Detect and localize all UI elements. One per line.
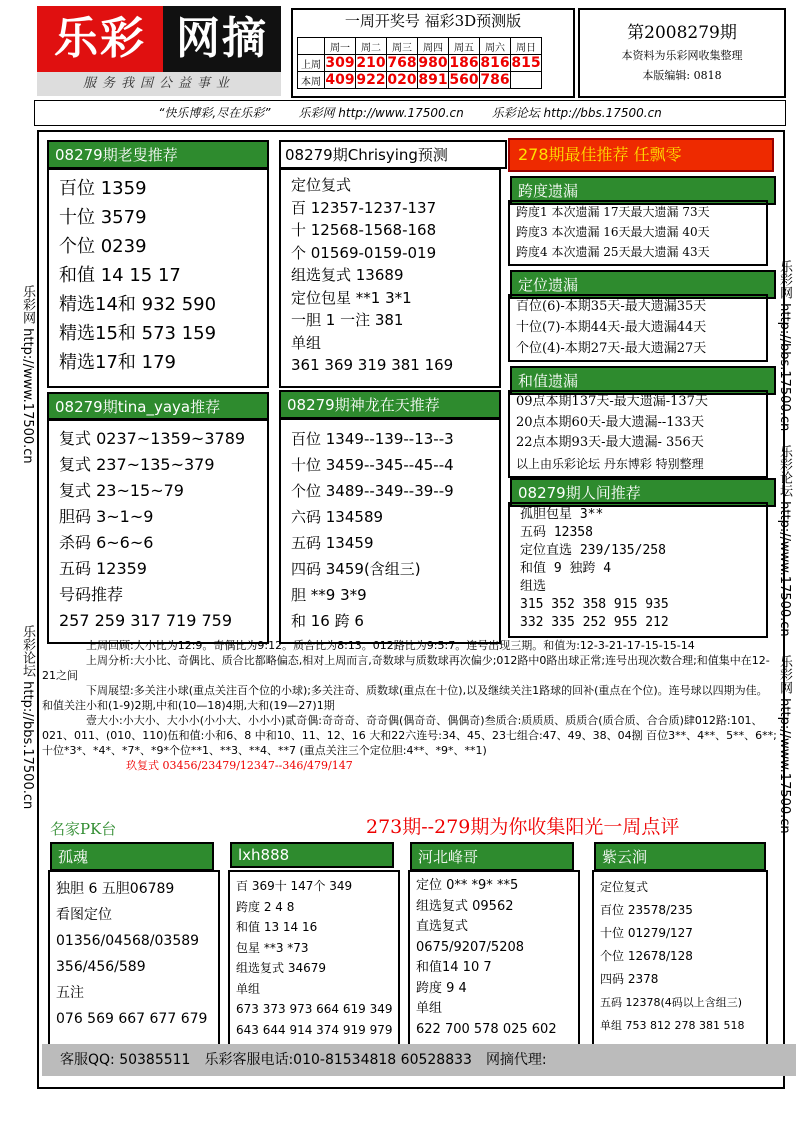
laosou-line: 十位 3579 [59, 207, 147, 228]
laosou-line: 百位 1359 [59, 178, 147, 199]
footer-qq: 客服QQ: 50385511 [60, 1052, 191, 1068]
span-line: 跨度3 本次遗漏 16天最大遗漏 40天 [516, 225, 710, 239]
pk-line: 跨度 9 4 [416, 980, 467, 996]
shenlong-box [279, 418, 501, 644]
chrisying-line: 十 12568-1568-168 [291, 221, 437, 239]
slogan-bar [34, 100, 786, 126]
pk-headline: 273期--279期为你收集阳光一周点评 [366, 816, 680, 838]
tina-line: 复式 0237~1359~3789 [59, 429, 246, 448]
chrisying-line: 单组 [291, 333, 322, 352]
tina-line: 号码推荐 [59, 585, 124, 604]
footer-agent: 网摘代理: [485, 1052, 547, 1068]
renjian-title: 08279期人间推荐 [510, 478, 776, 507]
issue-box [578, 8, 786, 98]
pk-line: 四码 2378 [600, 972, 659, 986]
pk-col-box [228, 870, 400, 1048]
renjian-line: 和值 9 独跨 4 [520, 561, 612, 576]
analysis-detail: 上周分析:大小比、奇偶比、质合比都略偏态,相对上周而言,奇数球与质数球再次偏少;012路中0路出球正常;连号出现次数合理;和值集中在12-21之间 [42, 654, 770, 682]
side-text-left-1: 乐彩网 http://www.17500.cn [20, 285, 35, 464]
laosou-box [47, 168, 269, 388]
draw-number: 786 [480, 72, 510, 88]
pk-line: 和值14 10 7 [416, 960, 492, 975]
chrisying-line: 定位包星 **1 3*1 [291, 288, 412, 307]
pk-line: 看图定位 [56, 907, 112, 923]
pk-col-box [592, 870, 768, 1048]
pk-col-box [48, 870, 220, 1048]
pk-line: 622 700 578 025 602 [416, 1021, 557, 1037]
span-line: 跨度1 本次遗漏 17天最大遗漏 73天 [516, 205, 710, 219]
pos-line: 百位(6)-本期35天-最大遗漏35天 [516, 299, 707, 314]
span-box [508, 200, 768, 266]
draw-number: 409 [325, 72, 355, 88]
logo-part-2: 网摘 [163, 6, 281, 72]
chrisying-line: 个 01569-0159-019 [291, 243, 437, 262]
bar-forum-link[interactable]: 乐彩论坛 http://bbs.17500.cn [491, 106, 662, 120]
day-header: 周五 [449, 38, 480, 55]
analysis-compound: 玖复式 03456/23479/12347--346/479/147 [126, 759, 353, 772]
pk-line: 0675/9207/5208 [416, 939, 525, 955]
shenlong-line: 个位 3489--349--39--9 [291, 482, 454, 500]
footer-bar [42, 1044, 796, 1076]
pk-col-title: 河北峰哥 [410, 842, 574, 871]
shenlong-title: 08279期神龙在天推荐 [279, 390, 501, 419]
draw-number: 768 [387, 55, 417, 71]
analysis-review: 上周回顾:大小比为12:9。奇偶比为9:12。质合比为8:13。012路比为9:5:7。连号出现三期。和值为:12-3-21-17-15-15-14 [86, 639, 695, 652]
day-header: 周日 [511, 38, 542, 55]
tina-title: 08279期tina_yaya推荐 [47, 392, 269, 421]
pk-line: 跨度 2 4 8 [236, 899, 295, 914]
pk-line: 直选复式 [416, 919, 469, 934]
span-line: 跨度4 本次遗漏 25天最大遗漏 43天 [516, 245, 710, 259]
shenlong-line: 四码 3459(含组三) [291, 560, 421, 578]
pk-line: 356/456/589 [56, 959, 146, 975]
pk-col-title: 孤魂 [50, 842, 214, 871]
pk-line: 组选复式 34679 [236, 961, 326, 975]
renjian-line: 332 335 252 955 212 [520, 615, 669, 630]
shenlong-line: 百位 1349--139--13--3 [291, 430, 454, 448]
pk-line: 百 369十 147个 349 [236, 879, 353, 893]
sum-credit: 以上由乐彩论坛 丹东博彩 特别整理 [516, 456, 704, 471]
draw-number: 186 [449, 55, 479, 71]
analysis-section [42, 638, 778, 773]
bar-slogan: “快乐博彩,尽在乐彩” [158, 106, 271, 120]
side-text-left-2: 乐彩论坛 http://bbs.17500.cn [20, 625, 35, 810]
draw-table [297, 37, 542, 89]
draw-number: 816 [480, 55, 510, 71]
logo [37, 6, 281, 72]
tina-line: 五码 12359 [59, 559, 147, 578]
analysis-outlook: 下周展望:多关注小球(重点关注百个位的小球);多关注奇、质数球(重点在十位),以及继续关注1路球的回补(重点在个位)。连号球以四期为佳。和值关注小和(1-9)2期,中和(10—18)4期,大和(19—27)1期 [42, 684, 768, 712]
pos-line: 十位(7)-本期44天-最大遗漏44天 [516, 320, 707, 335]
sum-line: 20点本期60天-最大遗漏--133天 [516, 414, 705, 430]
pk-line: 个位 12678/128 [600, 949, 693, 963]
laosou-title: 08279期老叟推荐 [47, 140, 269, 169]
pk-line: 单组 [236, 981, 261, 996]
span-title: 跨度遗漏 [510, 176, 776, 205]
pk-line: 五注 [56, 985, 84, 1001]
pos-title: 定位遗漏 [510, 270, 776, 299]
laosou-line: 和值 14 15 17 [59, 265, 181, 286]
draw-number: 560 [449, 72, 479, 88]
shenlong-line: 六码 134589 [291, 508, 384, 526]
sum-line: 09点本期137天-最大遗漏-137天 [516, 394, 708, 409]
draw-number: 891 [418, 72, 448, 88]
row-label: 上周 [298, 55, 325, 72]
day-header: 周四 [418, 38, 449, 55]
issue-editor: 本版编辑: 0818 [642, 69, 722, 82]
laosou-line: 精选14和 932 590 [59, 294, 217, 315]
renjian-line: 孤胆包星 3** [520, 507, 604, 522]
sum-title: 和值遗漏 [510, 366, 776, 395]
pos-box [508, 294, 768, 362]
chrisying-line: 定位复式 [291, 176, 352, 194]
pk-line: 组选复式 09562 [416, 898, 514, 914]
tina-line: 胆码 3~1~9 [59, 507, 154, 526]
pk-label: 名家PK台 [50, 820, 117, 838]
pk-line: 643 644 914 374 919 979 [236, 1022, 393, 1037]
draw-number: 210 [356, 55, 386, 71]
tina-line: 复式 23~15~79 [59, 481, 184, 500]
pk-col-box [408, 870, 580, 1048]
day-header: 周三 [387, 38, 418, 55]
footer-phone: 乐彩客服电话:010-81534818 60528833 [204, 1052, 472, 1068]
shenlong-line: 和 16 跨 6 [291, 612, 364, 630]
pk-line: 独胆 6 五胆06789 [56, 881, 175, 897]
pk-line: 01356/04568/03589 [56, 933, 200, 949]
shenlong-line: 胆 **9 3*9 [291, 586, 367, 604]
renjian-line: 组选 [520, 579, 547, 594]
chrisying-line: 一胆 1 一注 381 [291, 311, 404, 329]
chrisying-line: 361 369 319 381 169 [291, 356, 454, 374]
issue-title: 第2008279期 [627, 23, 737, 43]
pk-line: 百位 23578/235 [600, 903, 693, 917]
chrisying-box [279, 168, 501, 388]
draw-title: 一周开奖号 福彩3D预测版 [344, 12, 522, 30]
draw-number: 309 [325, 55, 355, 71]
logo-part-1: 乐彩 [37, 6, 163, 72]
tina-box [47, 418, 269, 644]
pk-line: 076 569 667 677 679 [56, 1011, 208, 1027]
shenlong-line: 五码 13459 [291, 534, 374, 552]
analysis-picks: 壹大小:小大小、大小小(小小大、小小小)贰奇偶:奇奇奇、奇奇偶(偶奇奇、偶偶奇)叁质合:质质质、质质合(质合质、合合质)肆012路:101、021、011、(010、110)伍和值:小和6、8 中和10、11、12、16 大和22六连号:34、45、23七组合:47、49、38、04捌 百位3**、4**、5**、6**;十位*3*、*4*、*7*、*9*个位**1、**3、**4、**7 (重点关注三个定位胆:4**、*9*、**1) [42, 714, 777, 757]
row-label: 本周 [298, 72, 325, 89]
tina-line: 257 259 317 719 759 [59, 611, 233, 630]
pos-line: 个位(4)-本期27天-最大遗漏27天 [516, 341, 707, 356]
renjian-line: 定位直选 239/135/258 [520, 543, 666, 558]
draw-number: 980 [418, 55, 448, 71]
draw-number: 815 [511, 55, 541, 71]
chrisying-line: 组选复式 13689 [291, 266, 404, 284]
sum-line: 22点本期93天-最大遗漏- 356天 [516, 435, 704, 450]
pk-line: 定位 0** *9* **5 [416, 878, 519, 893]
side-text-right-1: 乐彩网 http://bbs.17500.cn [777, 260, 792, 432]
pk-line: 单组 753 812 278 381 518 [600, 1019, 745, 1032]
chrisying-line: 百 12357-1237-137 [291, 198, 437, 217]
slogan: 服务我国公益事业 [37, 72, 281, 96]
chrisying-title: 08279期Chrisying预测 [279, 140, 507, 169]
bar-site-link[interactable]: 乐彩网 http://www.17500.cn [298, 106, 464, 120]
day-header: 周二 [356, 38, 387, 55]
tina-line: 复式 237~135~379 [59, 455, 215, 474]
laosou-line: 个位 0239 [59, 236, 147, 257]
laosou-line: 精选15和 573 159 [59, 323, 217, 344]
sum-box [508, 390, 768, 478]
draw-results-box [291, 8, 575, 98]
pk-line: 五码 12378(4码以上含组三) [600, 996, 743, 1009]
shenlong-line: 十位 3459--345--45--4 [291, 456, 454, 474]
day-header: 周六 [480, 38, 511, 55]
pk-line: 十位 01279/127 [600, 926, 693, 940]
draw-number [511, 72, 542, 89]
issue-note: 本资料为乐彩网收集整理 [621, 49, 743, 62]
laosou-line: 精选17和 179 [59, 352, 176, 373]
pk-line: 和值 13 14 16 [236, 920, 318, 934]
draw-number: 922 [356, 72, 386, 88]
draw-number: 020 [387, 72, 417, 88]
best-recommend-banner: 278期最佳推荐 任飘零 [508, 138, 774, 172]
renjian-line: 315 352 358 915 935 [520, 597, 669, 612]
side-text-right-2: 乐彩论坛 http://www.17500.cn [777, 445, 792, 637]
pk-col-title: 紫云涧 [594, 842, 766, 871]
tina-line: 杀码 6~6~6 [59, 533, 154, 552]
pk-line: 包星 **3 *73 [236, 940, 309, 955]
pk-line: 单组 [416, 1001, 443, 1016]
pk-col-title: lxh888 [230, 842, 394, 868]
pk-line: 定位复式 [600, 880, 649, 894]
pk-line: 673 373 973 664 619 349 [236, 1002, 393, 1016]
side-text-right-3: 乐彩网 http://www.17500.cn [777, 655, 792, 834]
renjian-line: 五码 12358 [520, 525, 593, 540]
renjian-box [508, 502, 768, 638]
day-header: 周一 [325, 38, 356, 55]
